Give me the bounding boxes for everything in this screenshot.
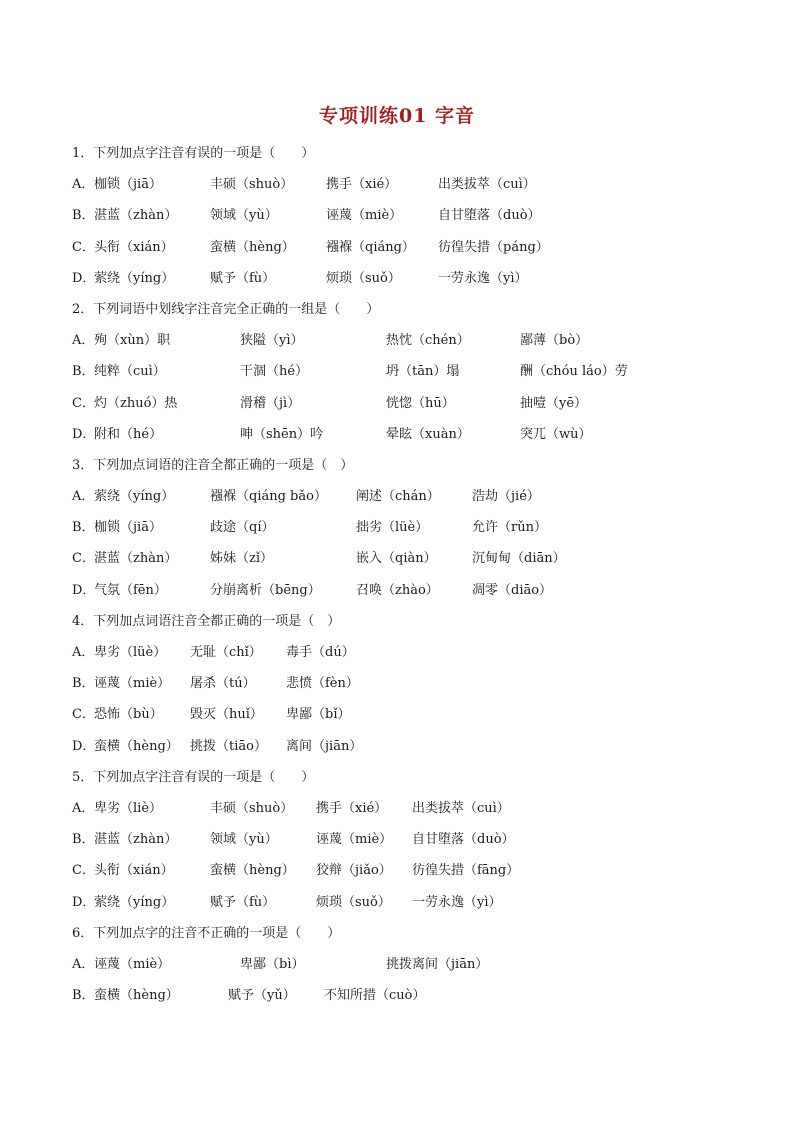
option-row	[72, 855, 752, 886]
option-row	[72, 325, 752, 356]
option-item: 丰硕（shuò）	[210, 177, 294, 193]
option-row	[72, 388, 752, 419]
option-letter: B．	[72, 520, 95, 536]
option-row	[72, 200, 752, 231]
option-letter: B．	[72, 364, 95, 380]
option-item: 纯粹（cuì）	[94, 364, 166, 380]
option-item: 酬（chóu láo）劳	[520, 364, 628, 380]
option-row	[72, 169, 752, 200]
option-item: 挑拨离间（jiān）	[386, 956, 489, 972]
option-item: 允许（rǔn）	[472, 520, 547, 536]
option-item: 烦琐（suǒ）	[326, 270, 401, 286]
option-item: 萦绕（yíng）	[94, 270, 175, 286]
option-item: 干涸（hé）	[240, 364, 309, 380]
option-letter: B．	[72, 208, 95, 224]
option-item: 恍惚（hū）	[386, 395, 455, 411]
option-row	[72, 949, 752, 980]
option-item: 头衔（xián）	[94, 239, 174, 255]
option-letter: C．	[72, 395, 95, 411]
option-row	[72, 731, 752, 762]
option-item: 凋零（diāo）	[472, 582, 553, 598]
option-item: 出类拔萃（cuì）	[412, 800, 510, 816]
question-stem: 4．下列加点词语注音全都正确的一项是（ ）	[72, 613, 341, 629]
option-item: 抽噎（yē）	[520, 395, 588, 411]
question-stem: 6．下列加点字的注音不正确的一项是（ ）	[72, 925, 341, 941]
option-row	[72, 793, 752, 824]
option-item: 领域（yù）	[210, 208, 278, 224]
question-list	[72, 138, 752, 1011]
option-item: 自甘堕落（duò）	[412, 832, 515, 848]
option-letter: D．	[72, 894, 96, 910]
option-letter: D．	[72, 270, 96, 286]
option-item: 灼（zhuó）热	[94, 395, 178, 411]
option-letter: C．	[72, 707, 95, 723]
option-item: 领域（yù）	[210, 832, 278, 848]
page-title: 专项训练01 字音	[318, 105, 476, 127]
option-letter: B．	[72, 832, 95, 848]
option-letter: D．	[72, 582, 96, 598]
option-item: 晕眩（xuàn）	[386, 426, 470, 442]
option-item: 丰硕（shuò）	[210, 800, 294, 816]
option-item: 卑劣（liè）	[94, 800, 163, 816]
option-item: 呻（shēn）吟	[240, 426, 324, 442]
option-item: 蛮横（hèng）	[94, 738, 179, 754]
option-item: 卑鄙（bǐ）	[286, 707, 351, 723]
option-item: 诬蔑（miè）	[316, 832, 393, 848]
question-stem: 3．下列加点词语的注音全都正确的一项是（ ）	[72, 457, 354, 473]
option-item: 突兀（wù）	[520, 426, 592, 442]
option-item: 附和（hé）	[94, 426, 163, 442]
option-item: 诬蔑（miè）	[94, 676, 171, 692]
option-letter: C．	[72, 863, 95, 879]
option-row	[72, 887, 752, 918]
option-letter: D．	[72, 738, 96, 754]
option-item: 携手（xié）	[326, 177, 398, 193]
option-item: 彷徨失措（páng）	[438, 239, 549, 255]
option-row	[72, 481, 752, 512]
option-row	[72, 263, 752, 294]
option-item: 一劳永逸（yì）	[412, 894, 502, 910]
option-row	[72, 980, 752, 1011]
option-letter: B．	[72, 676, 95, 692]
option-item: 恐怖（bù）	[94, 707, 163, 723]
option-item: 沉甸甸（diān）	[472, 551, 566, 567]
option-item: 萦绕（yíng）	[94, 894, 175, 910]
option-row	[72, 668, 752, 699]
option-item: 姊妹（zǐ）	[210, 551, 274, 567]
option-letter: C．	[72, 239, 95, 255]
option-item: 湛蓝（zhàn）	[94, 551, 178, 567]
option-item: 襁褓（qiáng）	[326, 239, 415, 255]
option-item: 诬蔑（miè）	[94, 956, 171, 972]
option-letter: A．	[72, 645, 95, 660]
option-item: 狭隘（yì）	[240, 333, 304, 349]
option-row	[72, 512, 752, 543]
question-stem: 2．下列词语中划线字注音完全正确的一组是（ ）	[72, 301, 380, 317]
option-row	[72, 419, 752, 450]
option-letter: A．	[72, 800, 95, 816]
option-letter: A．	[72, 489, 95, 505]
option-letter: A．	[72, 956, 95, 972]
option-item: 屠杀（tú）	[190, 676, 256, 692]
option-letter: A．	[72, 177, 95, 193]
question-stem: 5．下列加点字注音有误的一项是（ ）	[72, 769, 315, 785]
option-row	[72, 232, 752, 263]
option-item: 不知所措（cuò）	[324, 988, 426, 1004]
option-row	[72, 356, 752, 387]
option-row	[72, 543, 752, 574]
option-item: 头衔（xián）	[94, 863, 174, 879]
option-item: 悲愤（fèn）	[286, 676, 359, 692]
option-item: 自甘堕落（duò）	[438, 208, 541, 224]
option-item: 萦绕（yíng）	[94, 489, 175, 505]
option-row	[72, 699, 752, 730]
option-row	[72, 637, 752, 668]
option-item: 嵌入（qiàn）	[356, 551, 437, 567]
option-item: 坍（tān）塌	[386, 364, 460, 380]
option-item: 狡辩（jiǎo）	[316, 863, 392, 879]
option-letter: D．	[72, 426, 96, 442]
option-item: 湛蓝（zhàn）	[94, 208, 178, 224]
option-letter: B．	[72, 988, 95, 1004]
option-item: 烦琐（suǒ）	[316, 894, 391, 910]
option-item: 襁褓（qiáng bǎo）	[210, 489, 327, 505]
option-item: 气氛（fēn）	[94, 582, 167, 598]
option-item: 蛮横（hèng）	[210, 239, 295, 255]
option-item: 蛮横（hèng）	[210, 863, 295, 879]
option-item: 枷锁（jiā）	[94, 177, 162, 193]
option-item: 殉（xùn）职	[94, 333, 171, 349]
option-item: 携手（xié）	[316, 800, 388, 816]
option-item: 出类拔萃（cuì）	[438, 177, 536, 193]
option-letter: A．	[72, 333, 95, 349]
option-item: 蛮横（hèng）	[94, 988, 179, 1004]
option-item: 无耻（chǐ）	[190, 645, 262, 660]
option-item: 卑鄙（bì）	[240, 956, 305, 972]
option-item: 离间（jiān）	[286, 738, 363, 754]
option-item: 卑劣（lüè）	[94, 645, 167, 660]
option-item: 赋予（yǔ）	[228, 988, 296, 1004]
option-item: 分崩离析（bēng）	[210, 582, 321, 598]
option-item: 毁灭（huǐ）	[190, 707, 263, 723]
option-item: 枷锁（jiā）	[94, 520, 162, 536]
option-row	[72, 575, 752, 606]
option-item: 鄙薄（bò）	[520, 333, 589, 349]
option-item: 热忱（chén）	[386, 333, 470, 349]
option-item: 彷徨失措（fāng）	[412, 863, 520, 879]
option-item: 滑稽（jì）	[240, 395, 301, 411]
option-item: 歧途（qí）	[210, 520, 275, 536]
option-letter: C．	[72, 551, 95, 567]
option-item: 拙劣（lüè）	[356, 520, 429, 536]
option-item: 赋予（fù）	[210, 270, 276, 286]
option-row	[72, 824, 752, 855]
option-item: 一劳永逸（yì）	[438, 270, 528, 286]
option-item: 毒手（dú）	[286, 645, 355, 660]
option-item: 诬蔑（miè）	[326, 208, 403, 224]
option-item: 阐述（chán）	[356, 489, 440, 505]
option-item: 赋予（fù）	[210, 894, 276, 910]
option-item: 浩劫（jié）	[472, 489, 540, 505]
question-stem: 1．下列加点字注音有误的一项是（ ）	[72, 146, 315, 161]
option-item: 挑拨（tiāo）	[190, 738, 267, 754]
option-item: 湛蓝（zhàn）	[94, 832, 178, 848]
option-item: 召唤（zhào）	[356, 582, 439, 598]
